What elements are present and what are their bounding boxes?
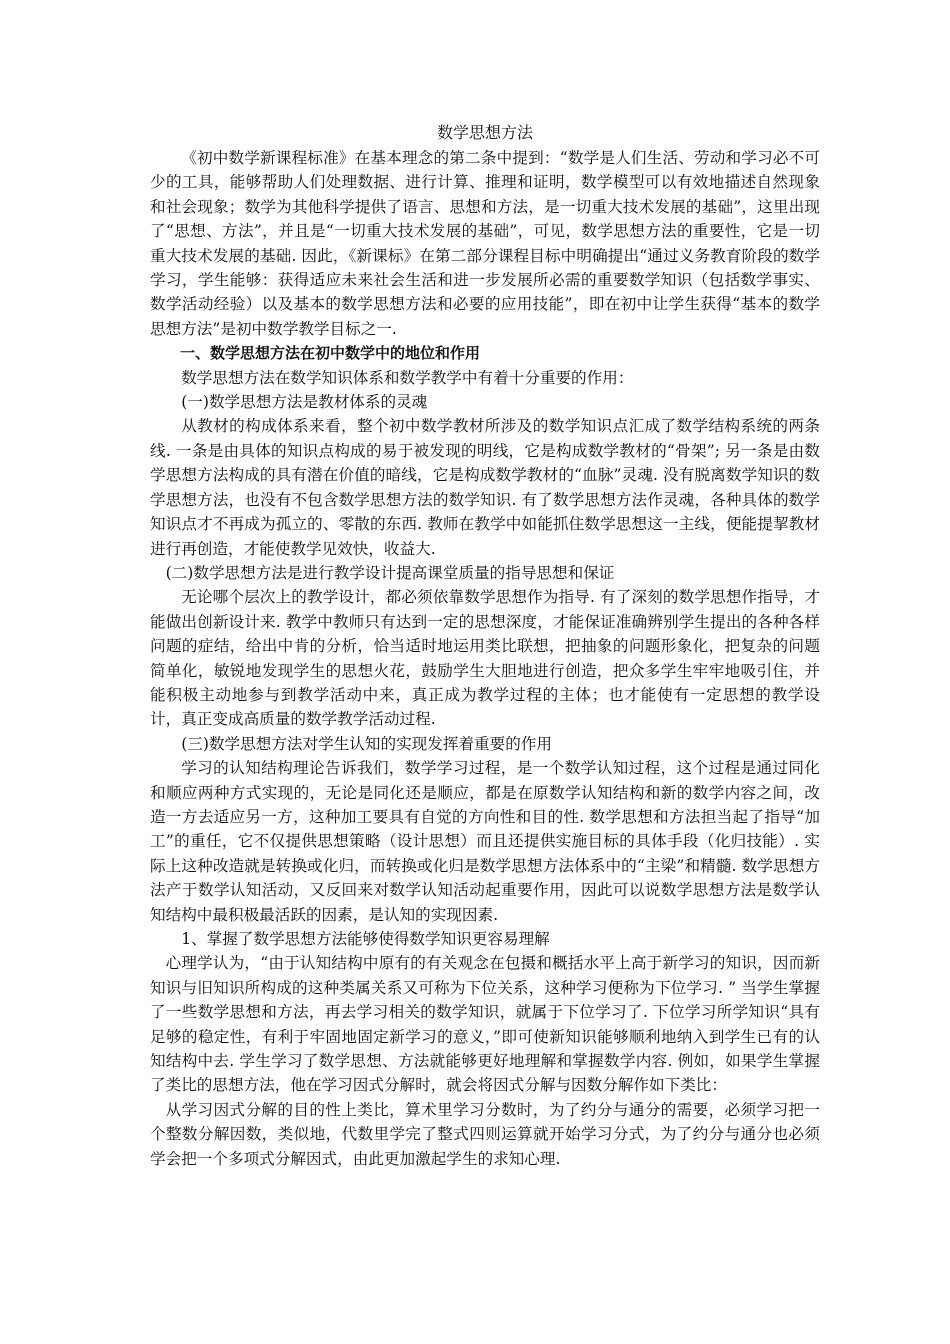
subheading-2: (二)数学思想方法是进行教学设计提高课堂质量的指导思想和保证 <box>165 563 615 582</box>
body-paragraph-3: 学习的认知结构理论告诉我们，数学学习过程，是一个数学认知过程，这个过程是通过同化和顺应两种方式实现的，无论是同化还是顺应，都是在原数学认知结构和新的数学内容之间，改造一方去适应另一方，这种加工要具有自觉的方向性和目的性. 数学思想和方法担当起了指导“加工”的重任，它不仅提供思想策略（设计思想）而且还提供实施目标的具体手段（化归技能）. 实际上这种改造就是转换或化归，而转换或化归是数学思想方法体系中的“主梁”和精髓. 数学思想方法产于数学认知活动，又反回来对数学认知活动起重要作用，因此可以说数学思想方法是数学认知结构中最积极最活跃的因素，是认知的实现因素. <box>150 759 820 924</box>
body-paragraph-1: 从教材的构成体系来看，整个初中数学教材所涉及的数学知识点汇成了数学结构系统的两条线. 一条是由具体的知识点构成的易于被发现的明线，它是构成数学教材的“骨架”; 另一条是由数学思想方法构成的具有潜在价值的暗线，它是构成数学教材的“血脉”灵魂. 没有脱离数学知识的数学思想方法，也没有不包含数学思想方法的数学知识. 有了数学思想方法作灵魂，各种具体的数学知识点才不再成为孤立的、零散的东西. 教师在教学中如能抓住数学思想这一主线，便能提挈教材进行再创造，才能使教学见效快，收益大. <box>150 417 820 558</box>
body-paragraph-2: 无论哪个层次上的教学设计，都必须依靠数学思想作为指导. 有了深刻的数学思想作指导，才能做出创新设计来. 教学中教师只有达到一定的思想深度，才能保证准确辨别学生提出的各种各样问题的症结，给出中肯的分析，恰当适时地运用类比联想，把抽象的问题形象化，把复杂的问题简单化，敏锐地发现学生的思想火花，鼓励学生大胆地进行创造，把众多学生牢牢地吸引住，并能积极主动地参与到教学活动中来，真正成为教学过程的主体；也才能使有一定思想的教学设计，真正变成高质量的数学教学活动过程. <box>150 588 820 729</box>
document-page <box>150 120 820 1171</box>
subheading-3: (三)数学思想方法对学生认知的实现发挥着重要的作用 <box>181 734 553 753</box>
subheading-1: (一)数学思想方法是教材体系的灵魂 <box>181 393 428 412</box>
intro-paragraph: 《初中数学新课程标准》在基本理念的第二条中提到：“数学是人们生活、劳动和学习必不可少的工具，能够帮助人们处理数据、进行计算、推理和证明，数学模型可以有效地描述自然现象和社会现象；数学为其他科学提供了语言、思想和方法，是一切重大技术发展的基础”，这里出现了“思想、方法”，并且是“一切重大技术发展的基础”，可见，数学思想方法的重要性，它是一切重大技术发展的基础. 因此，《新课标》在第二部分课程目标中明确提出“通过义务教育阶段的数学学习，学生能够：获得适应未来社会生活和进一步发展所必需的重要数学知识（包括数学事实、数学活动经验）以及基本的数学思想方法和必要的应用技能”，即在初中让学生获得“基本的数学思想方法”是初中数学教学目标之一. <box>150 149 820 338</box>
document-title: 数学思想方法 <box>436 123 533 142</box>
section-heading-1: 一、数学思想方法在初中数学中的地位和作用 <box>180 344 481 363</box>
section-intro-paragraph: 数学思想方法在数学知识体系和数学教学中有着十分重要的作用： <box>181 368 634 387</box>
body-paragraph-4: 心理学认为，“由于认知结构中原有的有关观念在包摄和概括水平上高于新学习的知识，因而新知识与旧知识所构成的这种类属关系又可称为下位关系，这种学习便称为下位学习. ” 当学生掌握了一些数学思想和方法，再去学习相关的数学知识，就属于下位学习了. 下位学习所学知识“具有足够的稳定性，有利于牢固地固定新学习的意义，”即可使新知识能够顺利地纳入到学生已有的认知结构中去. 学生学习了数学思想、方法就能够更好地理解和掌握数学内容. 例如，如果学生掌握了类比的思想方法，他在学习因式分解时，就会将因式分解与因数分解作如下类比： <box>150 954 820 1095</box>
subheading-4: 1、掌握了数学思想方法能够使得数学知识更容易理解 <box>181 930 550 948</box>
body-paragraph-5: 从学习因式分解的目的性上类比，算术里学习分数时，为了约分与通分的需要，必须学习把一个整数分解因数，类似地，代数里学完了整式四则运算就开始学习分式，为了约分与通分也必须学会把一个多项式分解因式，由此更加激起学生的求知心理. <box>150 1100 820 1168</box>
